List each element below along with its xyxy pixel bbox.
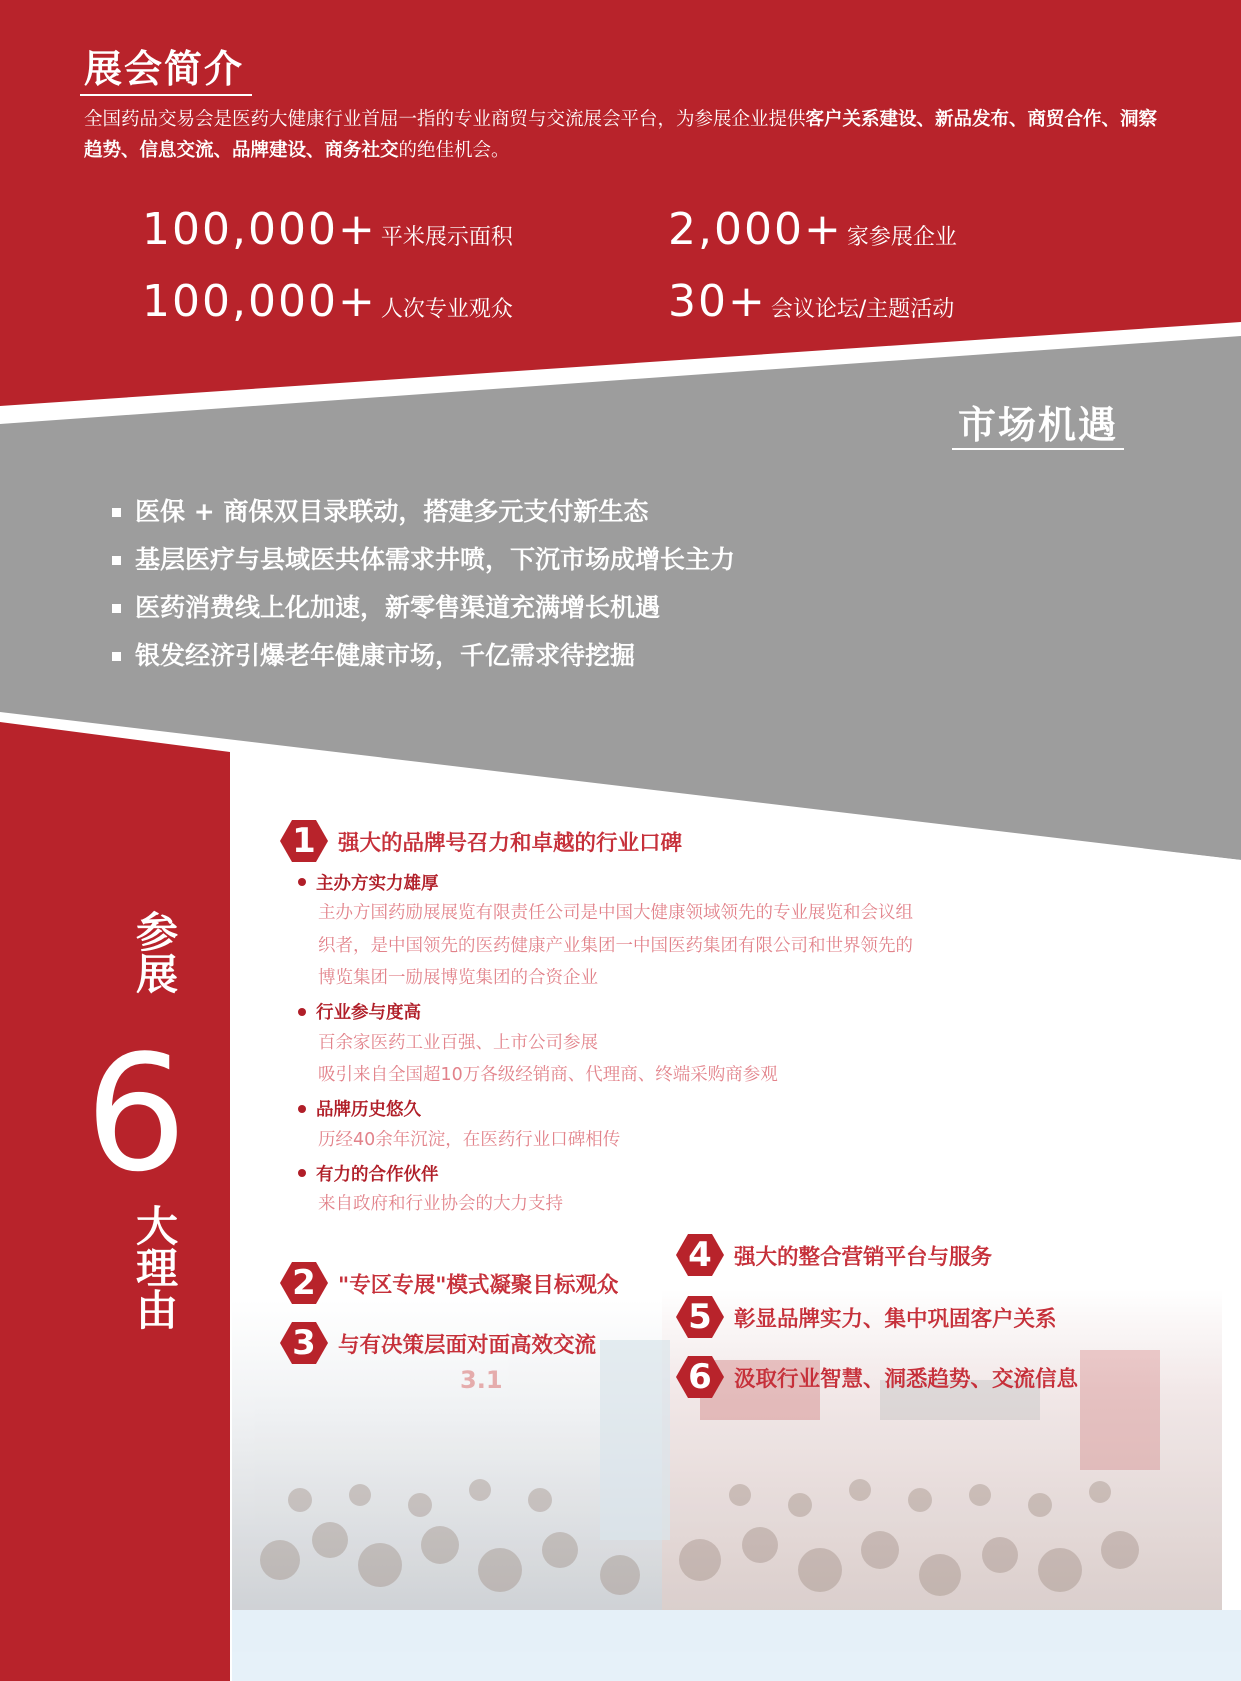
square-bullet-icon — [112, 652, 121, 661]
intro-text-highlight: 客户关系建设、新品发布、商贸合作、洞察趋势、信息交流、品牌建设、商务社交 — [84, 109, 1158, 161]
reason-title: 与有决策层面对面高效交流 — [338, 1332, 597, 1358]
intro-title-underline — [80, 94, 252, 96]
reason-title: "专区专展"模式凝聚目标观众 — [338, 1272, 619, 1298]
bullet-text: 医药消费线上化加速，新零售渠道充满增长机遇 — [135, 593, 661, 622]
stat-number: 2,000+ — [668, 204, 843, 255]
hexagon-number-icon — [676, 1296, 724, 1338]
reason-number: 1 — [292, 821, 316, 861]
stat-exhibit-area — [142, 204, 513, 255]
list-item — [112, 584, 735, 632]
reason-5 — [676, 1296, 1057, 1338]
detail-line: 主办方国药励展展览有限责任公司是中国大健康领域领先的专业展览和会议组 — [318, 903, 913, 923]
reason-6 — [676, 1356, 1078, 1398]
list-item — [112, 536, 735, 584]
reason-number: 2 — [292, 1263, 316, 1303]
bullet-text: 基层医疗与县域医共体需求井喷，下沉市场成增长主力 — [135, 545, 736, 574]
detail-heading — [318, 1094, 1038, 1124]
detail-line: 百余家医药工业百强、上市公司参展 — [318, 1032, 598, 1053]
intro-text-2: 的绝佳机会。 — [398, 140, 510, 161]
bullet-text: 医保 + 商保双目录联动，搭建多元支付新生态 — [135, 497, 649, 526]
hexagon-number-icon — [676, 1356, 724, 1398]
detail-line: 织者，是中国领先的医药健康产业集团一中国医药集团有限公司和世界领先的 — [318, 935, 913, 956]
reason-number: 5 — [688, 1297, 712, 1337]
reason-3 — [280, 1322, 596, 1364]
detail-heading — [318, 1158, 1038, 1188]
intro-paragraph — [84, 104, 1164, 166]
reason-number: 3 — [292, 1323, 316, 1363]
detail-heading-text: 行业参与度高 — [316, 1003, 421, 1023]
stat-label: 人次专业观众 — [380, 297, 513, 322]
stat-number: 30+ — [668, 276, 767, 327]
bullet-text: 银发经济引爆老年健康市场，千亿需求待挖掘 — [135, 641, 636, 670]
market-title: 市场机遇 — [958, 403, 1119, 447]
dot-bullet-icon — [298, 1008, 306, 1016]
reason-4 — [676, 1234, 992, 1276]
square-bullet-icon — [112, 556, 121, 565]
reason-title: 彰显品牌实力、集中巩固客户关系 — [734, 1306, 1057, 1332]
detail-heading-text: 品牌历史悠久 — [316, 1100, 421, 1120]
list-item — [112, 488, 735, 536]
stat-visitors — [142, 276, 513, 327]
reason-number: 4 — [688, 1235, 712, 1275]
reason-1-details — [318, 867, 1038, 1221]
reason-title: 汲取行业智慧、洞悉趋势、交流信息 — [734, 1366, 1079, 1392]
photo-hall-sign: 3.1 — [460, 1366, 503, 1394]
dot-bullet-icon — [298, 1169, 306, 1177]
detail-heading-text: 主办方实力雄厚 — [316, 873, 439, 894]
detail-heading — [318, 997, 1038, 1027]
detail-line: 吸引来自全国超10万各级经销商、代理商、终端采购商参观 — [318, 1065, 778, 1085]
dot-bullet-icon — [298, 878, 306, 886]
detail-heading — [318, 867, 1038, 897]
detail-line: 历经40余年沉淀，在医药行业口碑相传 — [318, 1129, 621, 1150]
reason-title: 强大的整合营销平台与服务 — [734, 1244, 993, 1270]
stat-label: 家参展企业 — [846, 225, 957, 250]
hexagon-number-icon — [280, 1322, 328, 1364]
stat-number: 100,000+ — [142, 204, 377, 255]
hexagon-number-icon — [280, 1262, 328, 1304]
market-bullet-list — [112, 488, 735, 680]
detail-line: 博览集团一励展博览集团的合资企业 — [318, 968, 598, 988]
hexagon-number-icon — [676, 1234, 724, 1276]
list-item — [112, 632, 735, 680]
detail-heading-text: 有力的合作伙伴 — [316, 1164, 439, 1185]
square-bullet-icon — [112, 508, 121, 517]
reason-2 — [280, 1262, 618, 1304]
side-label-bottom: 大理由 — [130, 1204, 179, 1330]
reason-number: 6 — [688, 1357, 712, 1397]
stat-exhibitors — [668, 204, 957, 255]
side-big-number: 6 — [85, 1020, 187, 1207]
stat-label: 会议论坛/主题活动 — [770, 297, 955, 322]
intro-title: 展会简介 — [84, 47, 245, 91]
stat-forums — [668, 276, 954, 327]
market-title-underline — [952, 448, 1124, 450]
hexagon-number-icon — [280, 820, 328, 862]
side-label-top: 参展 — [130, 910, 179, 994]
reason-1 — [280, 820, 682, 862]
reason-title: 强大的品牌号召力和卓越的行业口碑 — [338, 830, 683, 856]
detail-line: 来自政府和行业协会的大力支持 — [318, 1194, 563, 1214]
stat-label: 平米展示面积 — [380, 225, 513, 250]
stat-number: 100,000+ — [142, 276, 377, 327]
dot-bullet-icon — [298, 1105, 306, 1113]
intro-text-1: 全国药品交易会是医药大健康行业首屈一指的专业商贸与交流展会平台，为参展企业提供 — [84, 109, 806, 130]
square-bullet-icon — [112, 604, 121, 613]
